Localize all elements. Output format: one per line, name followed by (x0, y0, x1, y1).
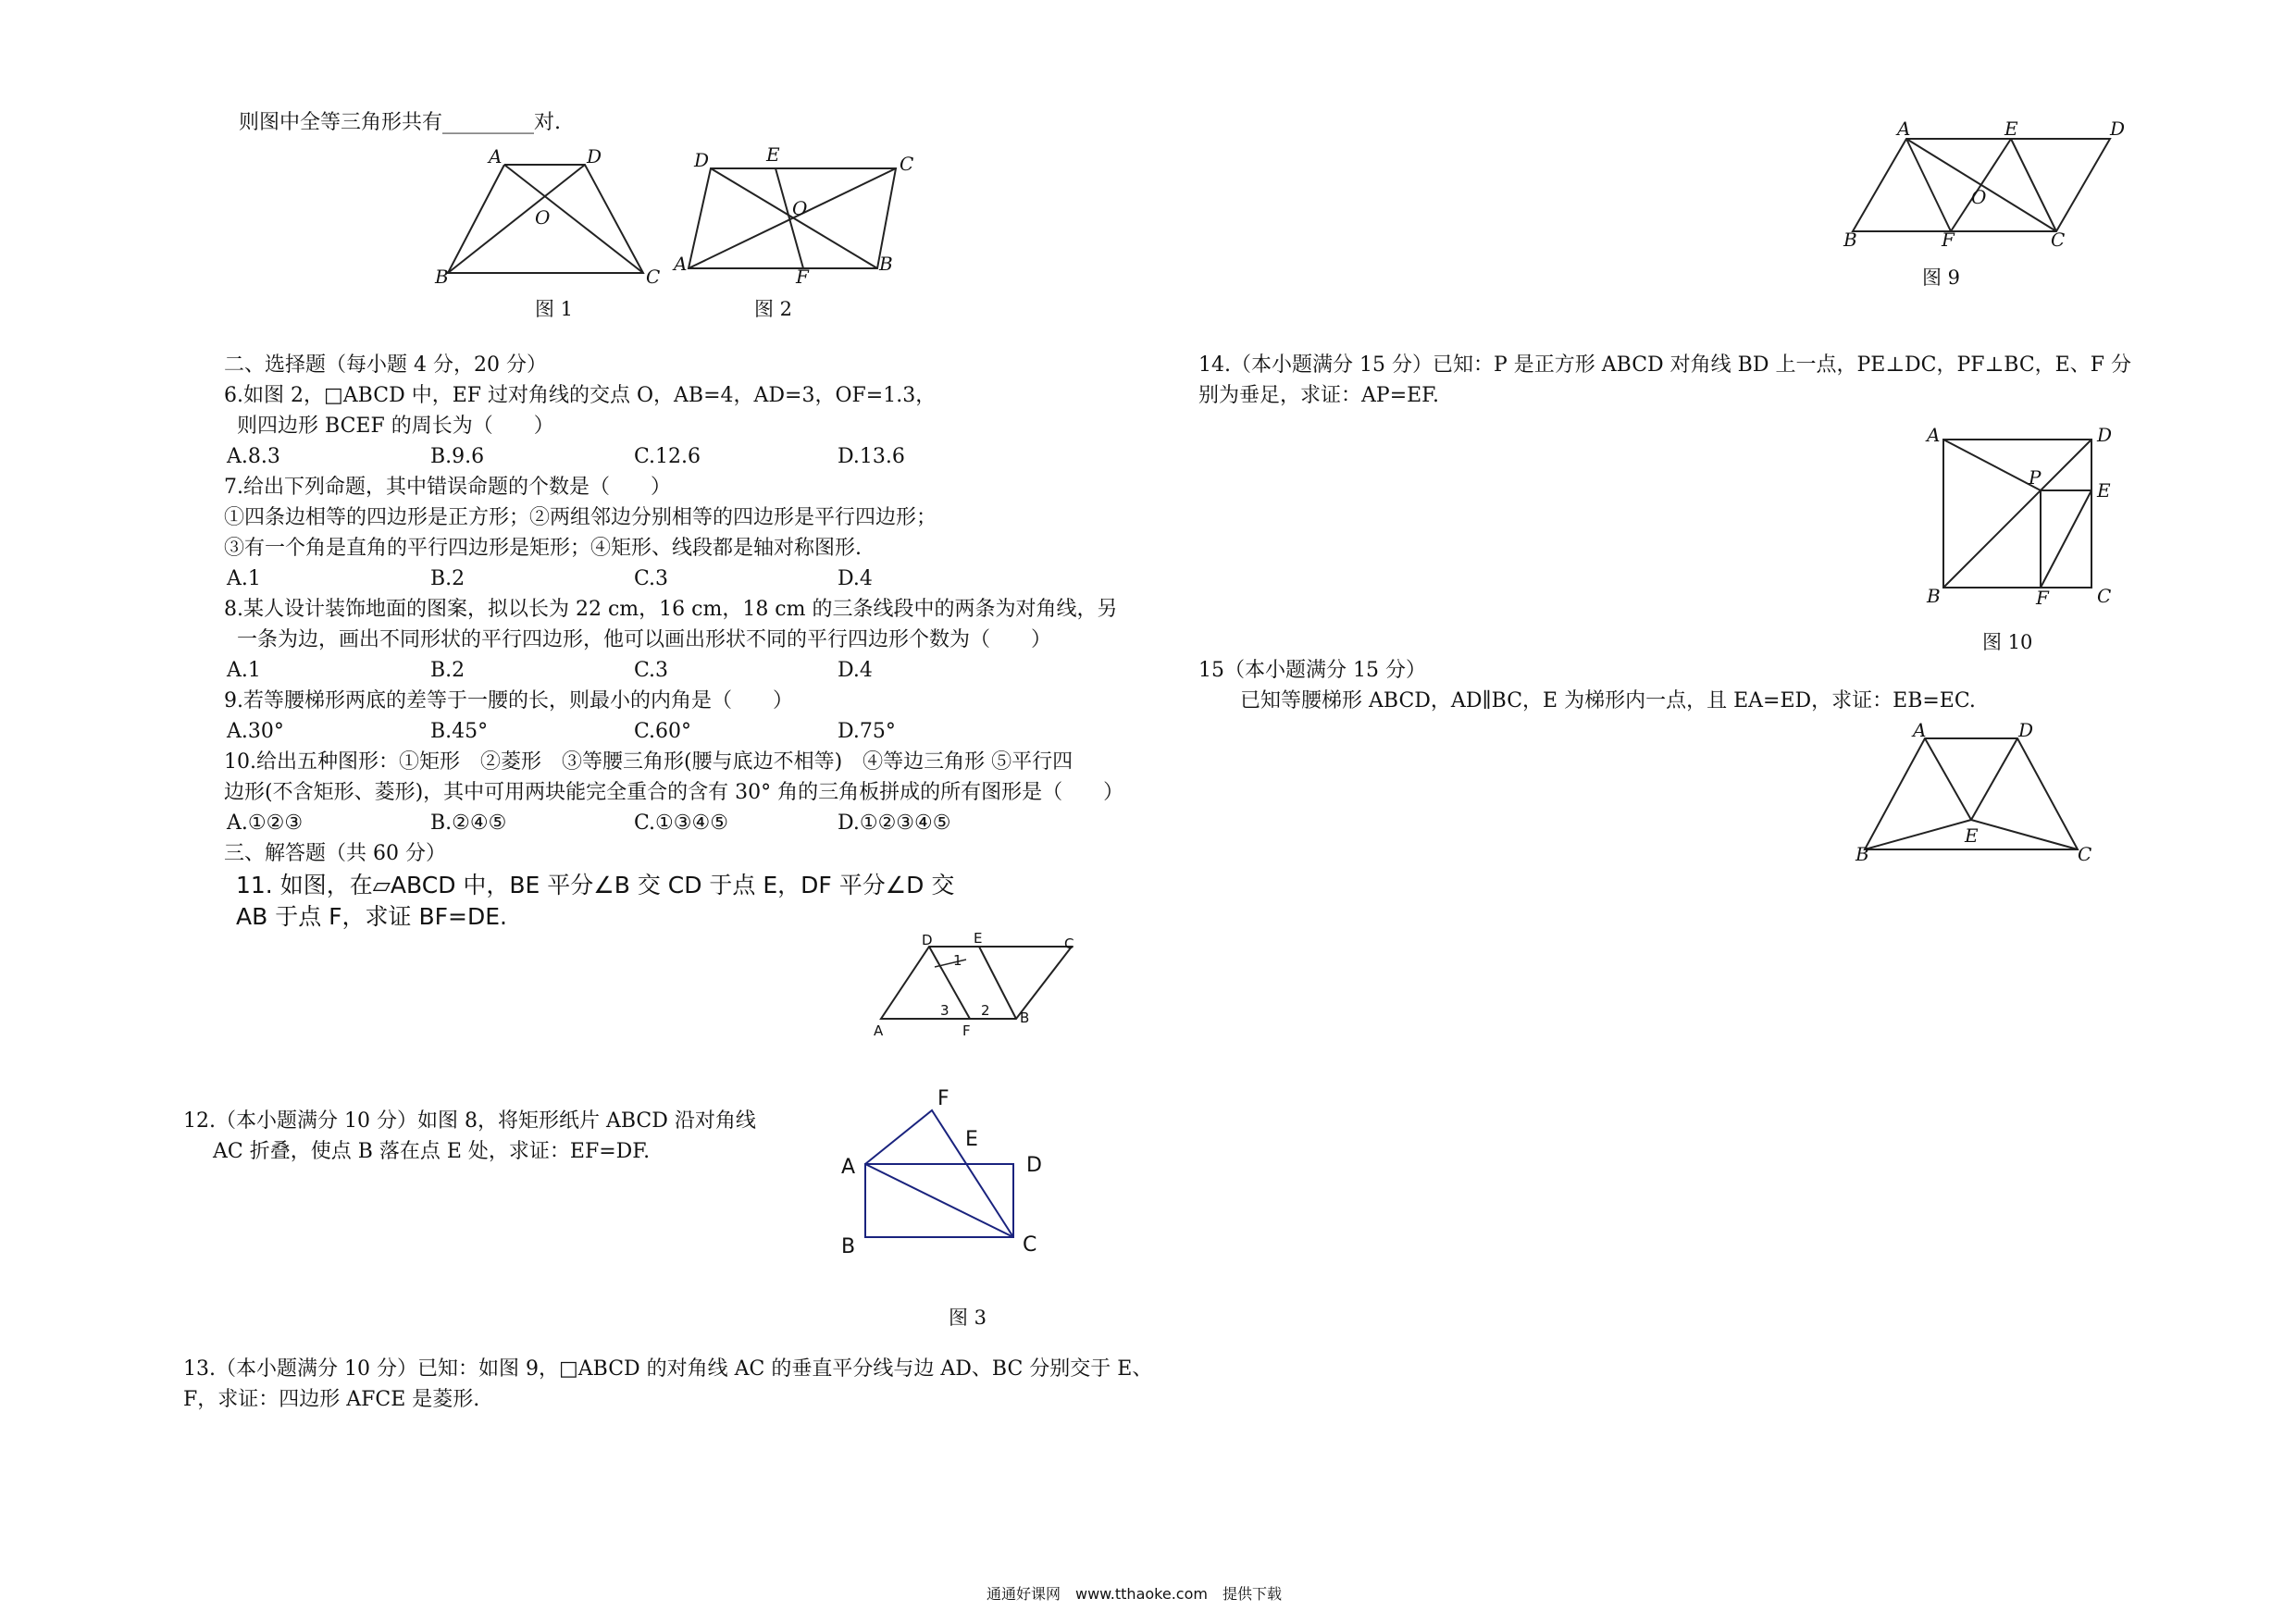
q12-label-b: B (841, 1235, 856, 1258)
q15-stem-line2: 已知等腰梯形 ABCD，AD∥BC，E 为梯形内一点，且 EA=ED，求证：EB=EC. (1240, 689, 1976, 712)
fig2-label-c: C (900, 153, 914, 175)
fig9-label-e: E (2004, 118, 2018, 140)
q6-option-d: D.13.6 (838, 445, 905, 468)
q6-option-c: C.12.6 (634, 445, 701, 468)
fig9-label-a: A (1897, 118, 1911, 140)
figure-1-caption: 图 1 (535, 298, 574, 320)
blank-count-line: 则图中全等三角形共有_________对. (239, 111, 561, 134)
fig10-label-p: P (2029, 466, 2042, 489)
q12-stem-line2: AC 折叠，使点 B 落在点 E 处，求证：EF=DF. (213, 1140, 651, 1163)
q11-stem-line1: 11. 如图，在▱ABCD 中，BE 平分∠B 交 CD 于点 E，DF 平分∠D 交 (236, 872, 955, 898)
figure-3-caption: 图 3 (949, 1307, 987, 1329)
q7-option-d: D.4 (838, 567, 873, 590)
fig2-label-f: F (796, 266, 809, 288)
q8-option-a: A.1 (227, 659, 261, 682)
q6-stem-line1: 6.如图 2，□ABCD 中，EF 过对角线的交点 O，AB=4，AD=3，OF=1.3， (224, 384, 937, 407)
fig9-label-c: C (2051, 229, 2066, 251)
q11-label-e: E (974, 930, 983, 947)
q11-label-d: D (922, 932, 933, 948)
fig2-label-d: D (694, 149, 710, 171)
q13-stem-line2: F，求证：四边形 AFCE 是菱形. (183, 1388, 480, 1411)
q9-option-d: D.75° (838, 720, 896, 743)
fig9-label-b: B (1843, 229, 1857, 251)
q9-option-c: C.60° (634, 720, 692, 743)
section-2-heading: 二、选择题（每小题 4 分，20 分） (224, 353, 547, 377)
figure-q15-trapezoid (1855, 720, 2096, 868)
figure-1-trapezoid (435, 145, 676, 296)
fig10-label-a: A (1927, 424, 1941, 446)
figure-9-caption: 图 9 (1922, 266, 1961, 289)
q9-stem-line1: 9.若等腰梯形两底的差等于一腰的长，则最小的内角是（ ） (224, 689, 793, 712)
q14-stem-line2: 别为垂足，求证：AP=EF. (1198, 384, 1440, 407)
q15-stem-line1: 15（本小题满分 15 分） (1198, 659, 1426, 682)
q12-label-f: F (937, 1087, 949, 1110)
fig10-label-e: E (2097, 479, 2111, 502)
q15-label-c: C (2078, 843, 2092, 865)
figure-q12-folded-rectangle (828, 1084, 1050, 1260)
q15-label-a: A (1913, 719, 1927, 741)
figure-10-square (1916, 421, 2119, 615)
q11-label-b: B (1020, 1010, 1030, 1026)
q10-stem-line2: 边形(不含矩形、菱形)，其中可用两块能完全重合的含有 30° 角的三角板拼成的所有图形是（ ） (224, 781, 1124, 804)
q6-option-b: B.9.6 (430, 445, 485, 468)
fig2-label-o: O (792, 197, 808, 219)
q11-label-f: F (962, 1022, 971, 1039)
q10-option-b: B.②④⑤ (430, 812, 507, 835)
q12-label-d: D (1026, 1154, 1042, 1177)
fig2-label-e: E (766, 143, 780, 166)
q10-option-d: D.①②③④⑤ (838, 812, 951, 835)
q9-option-a: A.30° (227, 720, 284, 743)
q10-stem-line1: 10.给出五种图形：①矩形 ②菱形 ③等腰三角形(腰与底边不相等) ④等边三角形 ⑤平行四 (224, 750, 1074, 774)
q6-option-a: A.8.3 (227, 445, 280, 468)
q7-stem-line1: 7.给出下列命题，其中错误命题的个数是（ ） (224, 476, 671, 499)
q8-option-b: B.2 (430, 659, 465, 682)
q8-stem-line2: 一条为边，画出不同形状的平行四边形，他可以画出形状不同的平行四边形个数为（ ） (237, 628, 1052, 651)
q10-option-c: C.①③④⑤ (634, 812, 728, 835)
q13-stem-line1: 13.（本小题满分 10 分）已知：如图 9，□ABCD 的对角线 AC 的垂直平分线与边 AD、BC 分别交于 E、 (183, 1357, 1153, 1381)
q12-label-c: C (1023, 1233, 1037, 1257)
q11-stem-line2: AB 于点 F，求证 BF=DE. (236, 903, 507, 930)
q7-option-b: B.2 (430, 567, 465, 590)
fig10-label-d: D (2097, 424, 2113, 446)
q15-label-d: D (2018, 719, 2034, 741)
q14-stem-line1: 14.（本小题满分 15 分）已知：P 是正方形 ABCD 对角线 BD 上一点，PE⊥DC，PF⊥BC，E、F 分 (1198, 353, 2131, 377)
figure-2-parallelogram (674, 143, 924, 296)
q10-option-a: A.①②③ (227, 812, 304, 835)
q15-label-e: E (1965, 824, 1979, 847)
q7-stem-line3: ③有一个角是直角的平行四边形是矩形；④矩形、线段都是轴对称图形. (224, 537, 862, 560)
q11-label-a: A (874, 1022, 884, 1039)
figure-9-parallelogram (1842, 111, 2138, 259)
q11-label-angle-1: 1 (953, 952, 962, 969)
fig9-label-o: O (1971, 186, 1987, 208)
fig2-label-b: B (879, 253, 893, 275)
q12-label-a: A (841, 1156, 856, 1179)
q8-option-c: C.3 (634, 659, 669, 682)
figure-2-caption: 图 2 (754, 298, 793, 320)
figure-10-caption: 图 10 (1982, 631, 2033, 653)
fig1-label-a: A (489, 145, 503, 167)
fig10-label-c: C (2097, 585, 2112, 607)
q7-option-c: C.3 (634, 567, 669, 590)
section-3-heading: 三、解答题（共 60 分） (224, 842, 446, 865)
page-footer: 通通好课网 www.tthaoke.com 提供下载 (987, 1585, 1282, 1603)
fig9-label-f: F (1942, 229, 1955, 251)
q11-parallelogram-outline (881, 947, 1072, 1019)
q8-stem-line1: 8.某人设计装饰地面的图案，拟以长为 22 cm，16 cm，18 cm 的三条线段中的两条为对角线，另 (224, 598, 1118, 621)
fig10-label-f: F (2036, 587, 2049, 609)
figure-q11-parallelogram (870, 930, 1083, 1050)
q9-option-b: B.45° (430, 720, 489, 743)
fig1-label-b: B (435, 266, 449, 288)
fig1-label-o: O (535, 206, 551, 229)
q12-stem-line1: 12.（本小题满分 10 分）如图 8，将矩形纸片 ABCD 沿对角线 (183, 1109, 756, 1133)
q15-label-b: B (1855, 843, 1869, 865)
fig9-label-d: D (2110, 118, 2126, 140)
q6-stem-line2: 则四边形 BCEF 的周长为（ ） (237, 415, 554, 438)
fig2-label-a: A (674, 253, 688, 275)
q7-stem-line2: ①四条边相等的四边形是正方形；②两组邻边分别相等的四边形是平行四边形； (224, 506, 937, 529)
fig1-label-c: C (646, 266, 661, 288)
q7-option-a: A.1 (227, 567, 261, 590)
fig10-label-b: B (1927, 585, 1941, 607)
fig1-label-d: D (587, 145, 602, 167)
q11-label-angle-3: 3 (940, 1002, 949, 1019)
q8-option-d: D.4 (838, 659, 873, 682)
q12-label-e: E (965, 1128, 978, 1151)
q11-label-angle-2: 2 (981, 1002, 990, 1019)
q11-label-c: C (1064, 935, 1074, 952)
